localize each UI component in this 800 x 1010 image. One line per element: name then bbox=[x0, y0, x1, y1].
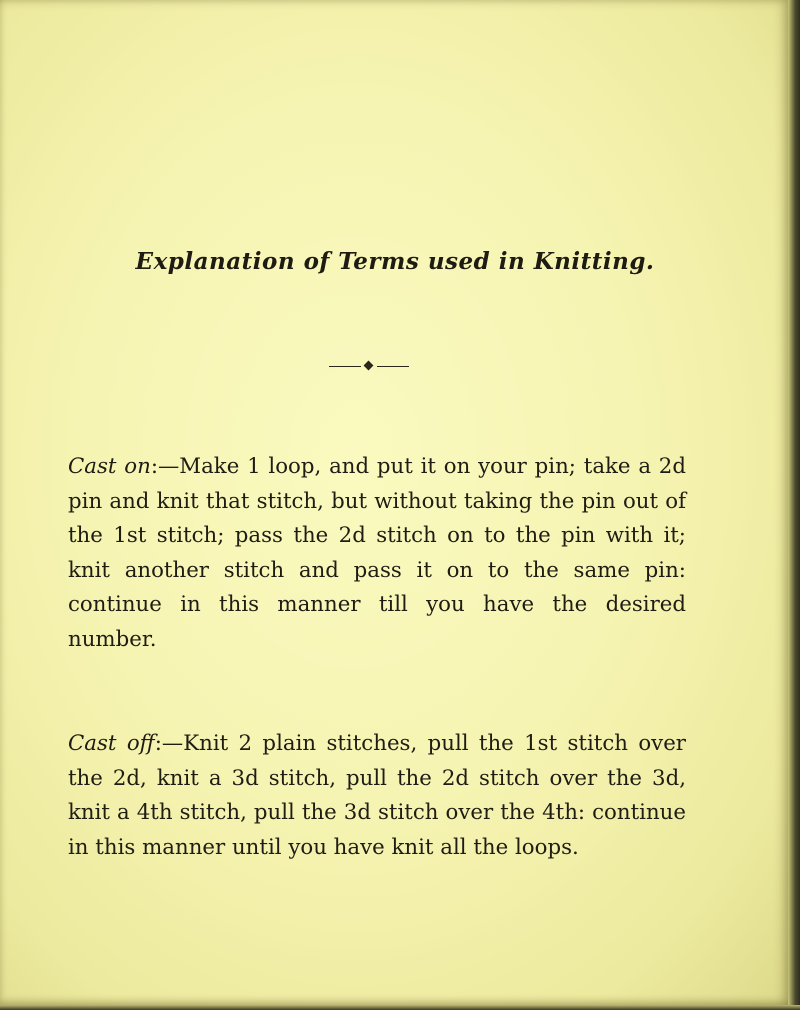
cast-off-text: :—Knit 2 plain stitches, pull the 1st stitch over the 2d, knit a 3d stitch, pull the 2d stitch over the 3d, knit a 4th stitch, pull the 3d stitch over the 4th: continue in this manner until you have knit all the loops. bbox=[68, 731, 686, 860]
ornament-rule-right bbox=[377, 366, 409, 367]
cast-on-paragraph bbox=[68, 450, 686, 658]
page-edge-right bbox=[788, 0, 800, 1010]
page-title: Explanation of Terms used in Knitting. bbox=[135, 248, 655, 275]
diamond-rule-icon bbox=[329, 360, 409, 372]
cast-off-paragraph bbox=[68, 727, 686, 865]
ornament-diamond bbox=[364, 361, 374, 371]
page-edge-bottom bbox=[0, 1005, 800, 1010]
cast-on-text: :—Make 1 loop, and put it on your pin; take a 2d pin and knit that stitch, but without taking the pin out of the 1st stitch; pass the 2d stitch on to the pin with it; knit another stitch and pass it on to the same pin: continue in this manner till you have the desired number. bbox=[68, 454, 686, 652]
cast-off-term: Cast off bbox=[68, 731, 155, 756]
ornament-rule-left bbox=[329, 366, 361, 367]
cast-on-term: Cast on bbox=[68, 454, 151, 479]
